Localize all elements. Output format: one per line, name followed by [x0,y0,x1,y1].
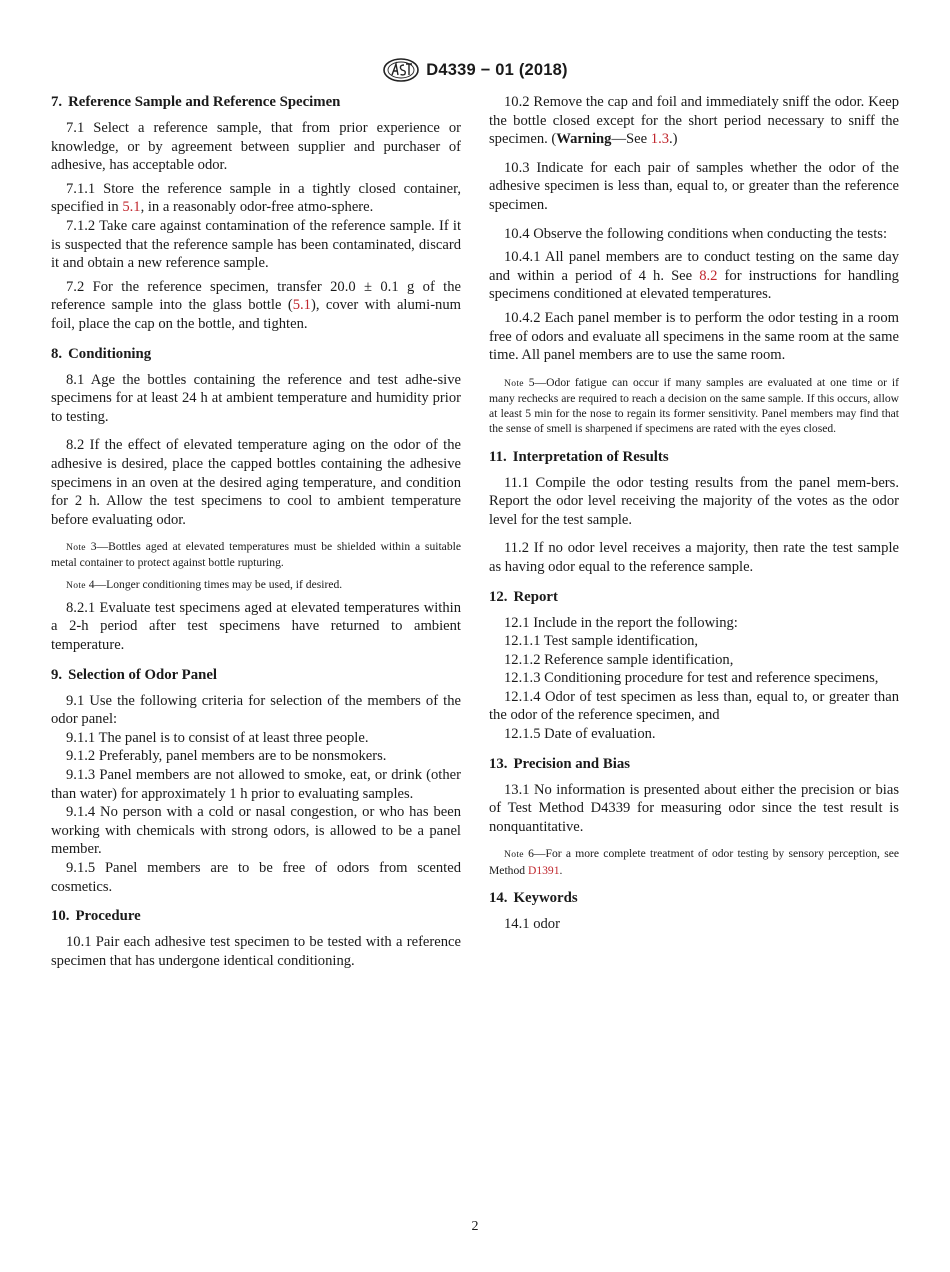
section-10 [51,907,461,970]
text: for instructions for handling specimens conditioned at elevated temperatures. [489,267,899,303]
note-text: 4—Longer conditioning times may be used, if desired. [85,577,343,591]
section-heading [51,93,461,112]
paragraph-12-1: 12.1 Include in the report the following: [504,614,738,631]
section-9 [51,666,461,897]
note-label: Note [504,849,524,861]
reference-link[interactable]: 8.2 [699,267,718,284]
text: .) [669,131,678,148]
text: 7.2 For the reference specimen, transfer 20.0 ± 0.1 g of the reference sample into the glass bottle ( [51,278,461,314]
text: , in a reasonably odor-free atmo-sphere. [140,199,374,216]
left-column [51,93,461,981]
section-heading [489,889,899,908]
document-id: D4339 − 01 (2018) [426,60,568,79]
paragraph-10-4: 10.4 Observe the following conditions when conducting the tests: [504,225,888,242]
paragraph-9-1: 9.1 Use the following criteria for selection of the members of the odor panel: [51,692,461,728]
paragraph-10-4-2: 10.4.2 Each panel member is to perform the odor testing in a room free of odors and evaluate all specimens in the same room at the same time. All panel members are to use the same room. [489,309,899,364]
paragraph-12-1-3: 12.1.3 Conditioning procedure for test and reference specimens, [504,670,879,687]
astm-logo-icon [382,58,420,82]
section-number: 9. [51,666,63,683]
note-text: . [559,863,563,877]
note-text: 6—For a more complete treatment of odor testing by sensory perception, see Method [489,847,899,877]
paragraph-7-1: 7.1 Select a reference sample, that from prior experience or knowledge, or by agreement between supplier and purchaser of adhesive, has acceptable odor. [51,120,461,174]
section-14 [489,889,899,934]
paragraph-14-1: 14.1 odor [504,915,560,932]
section-title: Precision and Bias [513,755,630,772]
section-heading [489,448,899,467]
reference-link[interactable]: D1391 [527,863,560,877]
paragraph-9-1-1: 9.1.1 The panel is to consist of at least three people. [66,729,369,746]
section-number: 7. [51,94,63,110]
section-title: Procedure [75,908,141,925]
section-heading [51,666,461,685]
warning-label: Warning [556,131,612,148]
paragraph-12-1-2: 12.1.2 Reference sample identification, [504,651,734,668]
paragraph-10-1: 10.1 Pair each adhesive test specimen to be tested with a reference specimen that has undergone identical conditioning. [51,934,461,969]
section-12 [489,588,899,744]
note-5 [489,375,899,437]
text: 7.1.1 Store the reference sample in a tightly closed container, specified in [51,180,461,216]
reference-link[interactable]: 5.1 [122,199,141,216]
paragraph-7-2 [51,278,461,334]
paragraph-9-1-2: 9.1.2 Preferably, panel members are to be nonsmokers. [66,748,387,765]
page-header [0,57,950,83]
paragraph-7-1-2: 7.1.2 Take care against contamination of the reference sample. If it is suspected that the reference sample has been contaminated, discard it and obtain a new reference sample. [51,217,461,272]
section-number: 10. [51,908,70,925]
text: 10.4.1 All panel members are to conduct testing on the same day and within a period of 4 h. See [489,249,899,284]
section-10-continued [489,93,899,437]
section-title: Keywords [513,889,578,906]
section-heading [51,345,461,364]
section-title: Conditioning [68,345,152,362]
paragraph-12-1-1: 12.1.1 Test sample identification, [504,633,699,650]
reference-link[interactable]: 5.1 [292,297,311,314]
section-number: 12. [489,588,508,605]
section-8 [51,345,461,655]
paragraph-13-1: 13.1 No information is presented about either the precision or bias of Test Method D4339 for measuring odor since the test result is nonquantitative. [489,781,899,835]
note-3 [51,539,461,570]
paragraph-7-1-1 [51,180,461,217]
paragraph-9-1-5: 9.1.5 Panel members are to be free of odors from scented cosmetics. [51,860,461,895]
note-text: 3—Bottles aged at elevated temperatures must be shielded within a suitable metal container to protect against bottle rupturing. [51,540,461,570]
reference-link[interactable]: 1.3 [650,131,670,148]
text: ), cover with alumi-num foil, place the cap on the bottle, and tighten. [51,297,461,332]
section-number: 11. [489,448,507,465]
page-number: 2 [471,1219,479,1234]
section-number: 8. [51,345,63,362]
note-4 [51,577,461,593]
paragraph-11-2: 11.2 If no odor level receives a majority, then rate the test sample as having odor equal to the reference sample. [489,540,899,575]
section-7 [51,93,461,334]
note-label: Note [66,542,86,554]
paragraph-10-2 [489,93,899,149]
paragraph-11-1: 11.1 Compile the odor testing results from the panel mem-bers. Report the odor level receiving the majority of the votes as the odor level for the test sample. [489,474,899,528]
paragraph-10-4-1 [489,248,899,304]
paragraph-12-1-5: 12.1.5 Date of evaluation. [504,726,656,743]
section-title: Selection of Odor Panel [68,666,218,683]
paragraph-10-3: 10.3 Indicate for each pair of samples whether the odor of the adhesive specimen is less than, equal to, or greater than the reference specimen. [489,159,899,213]
section-13 [489,755,899,878]
paragraph-8-2: 8.2 If the effect of elevated temperature aging on the odor of the adhesive is desired, place the capped bottles containing the adhesive specimens in an oven at the desired aging temperature, and condition for 2 h. Allow the test specimens to cool to ambient temperature before evaluating odor. [51,437,461,528]
section-11 [489,448,899,577]
section-heading [489,588,899,607]
section-heading [51,907,461,926]
section-title: Interpretation of Results [512,448,669,465]
paragraph-8-1: 8.1 Age the bottles containing the reference and test adhe-sive specimens for at least 24 h at ambient temperature and humidity prior to testing. [51,371,461,425]
section-heading [489,755,899,774]
note-text: 5—Odor fatigue can occur if many samples are evaluated at one time or if many rechecks are required to reach a decision on the same sample. If this occurs, allow at least 5 min for the nose to regain its former sensitivity. Panel members may find that the sense of smell is sharpened if specimens are rated with the eyes closed. [489,375,899,436]
paragraph-12-1-4: 12.1.4 Odor of test specimen as less than, equal to, or greater than the odor of the reference specimen, and [489,688,899,724]
right-column [489,93,899,944]
note-6 [489,846,899,877]
note-label: Note [504,377,524,389]
section-number: 13. [489,755,508,772]
note-label: Note [66,579,86,591]
section-number: 14. [489,889,508,906]
paragraph-8-2-1: 8.2.1 Evaluate test specimens aged at elevated temperatures within a 2-h period after test specimens have returned to ambient temperature. [51,599,461,654]
section-title: Report [513,588,558,605]
paragraph-9-1-4: 9.1.4 No person with a cold or nasal congestion, or who has been working with chemicals with strong odors, is allowed to be a panel member. [51,804,461,858]
paragraph-9-1-3: 9.1.3 Panel members are not allowed to smoke, eat, or drink (other than water) for approximately 1 h prior to evaluating samples. [51,767,461,802]
text: —See [611,131,651,148]
section-title: Reference Sample and Reference Specimen [68,94,341,110]
text: 10.2 Remove the cap and foil and immediately sniff the odor. Keep the bottle closed except for the short period necessary to sniff the specimen. ( [489,94,899,148]
